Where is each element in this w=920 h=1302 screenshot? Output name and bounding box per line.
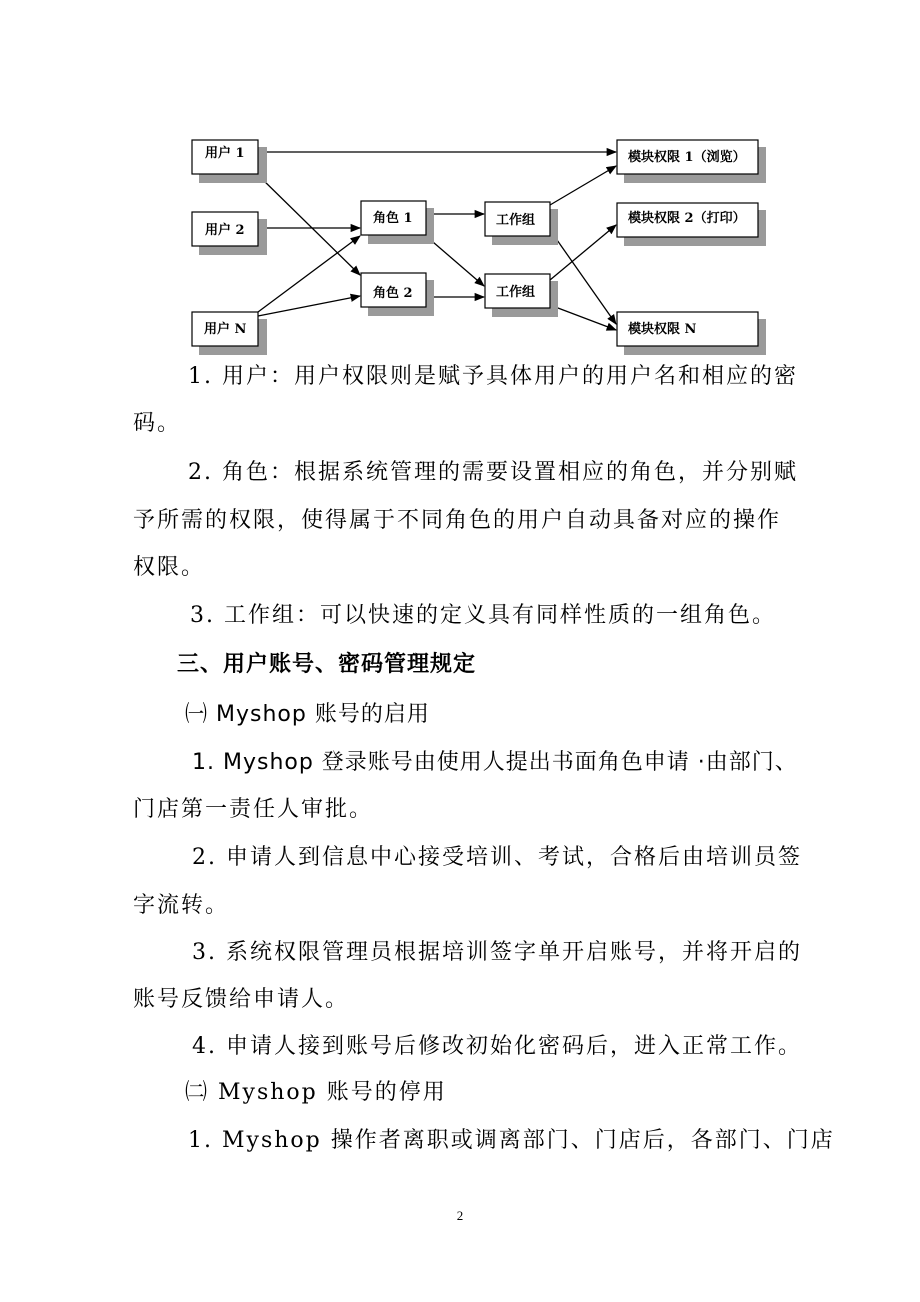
group1-box [485,202,550,236]
role2-box [361,273,426,307]
arrows [258,152,616,330]
userN-label: 用户 N [204,322,247,337]
role1-box [361,201,426,235]
para-enable4: 4. 申请人接到账号后修改初始化密码后，进入正常工作。 [192,1034,802,1059]
perm1-label: 模块权限 1（浏览） [628,150,746,165]
para-enable1-line1: 1. Myshop 登录账号由使用人提出书面角色申请 ·由部门、 [192,750,798,775]
para-user-line2: 码。 [133,411,182,436]
subsection-enable: ㈠ Myshop 账号的启用 [185,702,430,727]
para-user-line1: 1. 用户：用户权限则是赋予具体用户的用户名和相应的密 [188,364,798,389]
perm1-box [617,140,758,174]
para-enable3-line2: 账号反馈给申请人。 [133,987,350,1012]
para-role-line2: 予所需的权限，使得属于不同角色的用户自动具备对应的操作 [133,508,782,533]
user2-label: 用户 2 [205,223,245,238]
para-enable2-line2: 字流转。 [133,893,230,918]
para-group: 3. 工作组：可以快速的定义具有同样性质的一组角色。 [190,603,776,628]
userN-box [192,312,258,346]
subsection-disable: ㈡ Myshop 账号的停用 [185,1080,447,1105]
para-role-line1: 2. 角色：根据系统管理的需要设置相应的角色，并分别赋 [188,460,798,485]
role2-label: 角色 2 [373,286,413,301]
perm2-label: 模块权限 2（打印） [628,211,746,226]
user1-box [192,140,258,174]
para-role-line3: 权限。 [133,555,206,580]
group1-label: 工作组 [496,213,536,228]
user2-box [192,212,258,246]
section-heading: 三、用户账号、密码管理规定 [177,652,477,677]
group2-label: 工作组 [496,285,536,300]
permission-diagram [0,0,920,370]
para-enable3-line1: 3. 系统权限管理员根据培训签字单开启账号，并将开启的 [192,940,802,965]
para-enable2-line1: 2. 申请人到信息中心接受培训、考试，合格后由培训员签 [192,845,802,870]
para-disable1-line1: 1. Myshop 操作者离职或调离部门、门店后，各部门、门店 [188,1128,835,1153]
role1-label: 角色 1 [373,211,413,226]
page-number: 2 [456,1208,464,1223]
user1-label: 用户 1 [205,146,245,161]
permN-label: 模块权限 N [628,322,697,337]
para-enable1-line2: 门店第一责任人审批。 [133,797,374,822]
group2-box [485,274,550,308]
perm2-box [617,203,758,237]
permN-box [617,312,758,346]
